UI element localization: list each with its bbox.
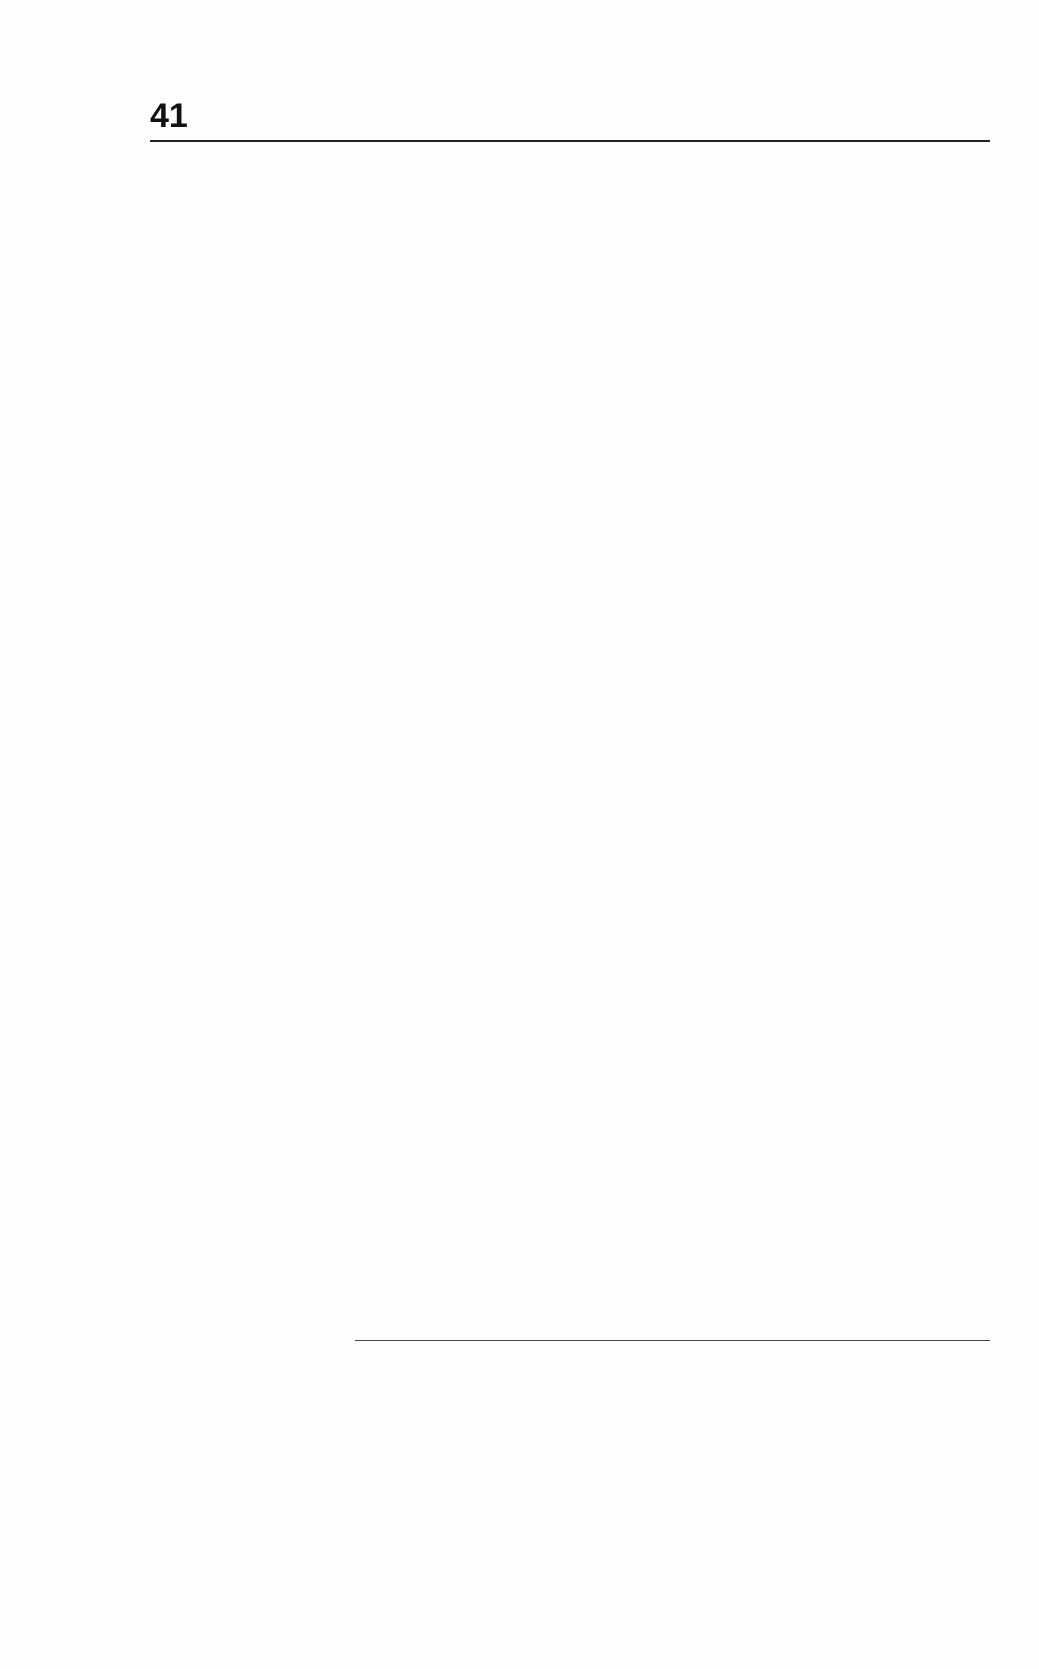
- section-body-text: [150, 1158, 990, 1188]
- page-header: [150, 96, 990, 136]
- header-rule: [150, 140, 990, 142]
- footnote-rule: [355, 1340, 990, 1341]
- page-number: 41: [150, 97, 188, 135]
